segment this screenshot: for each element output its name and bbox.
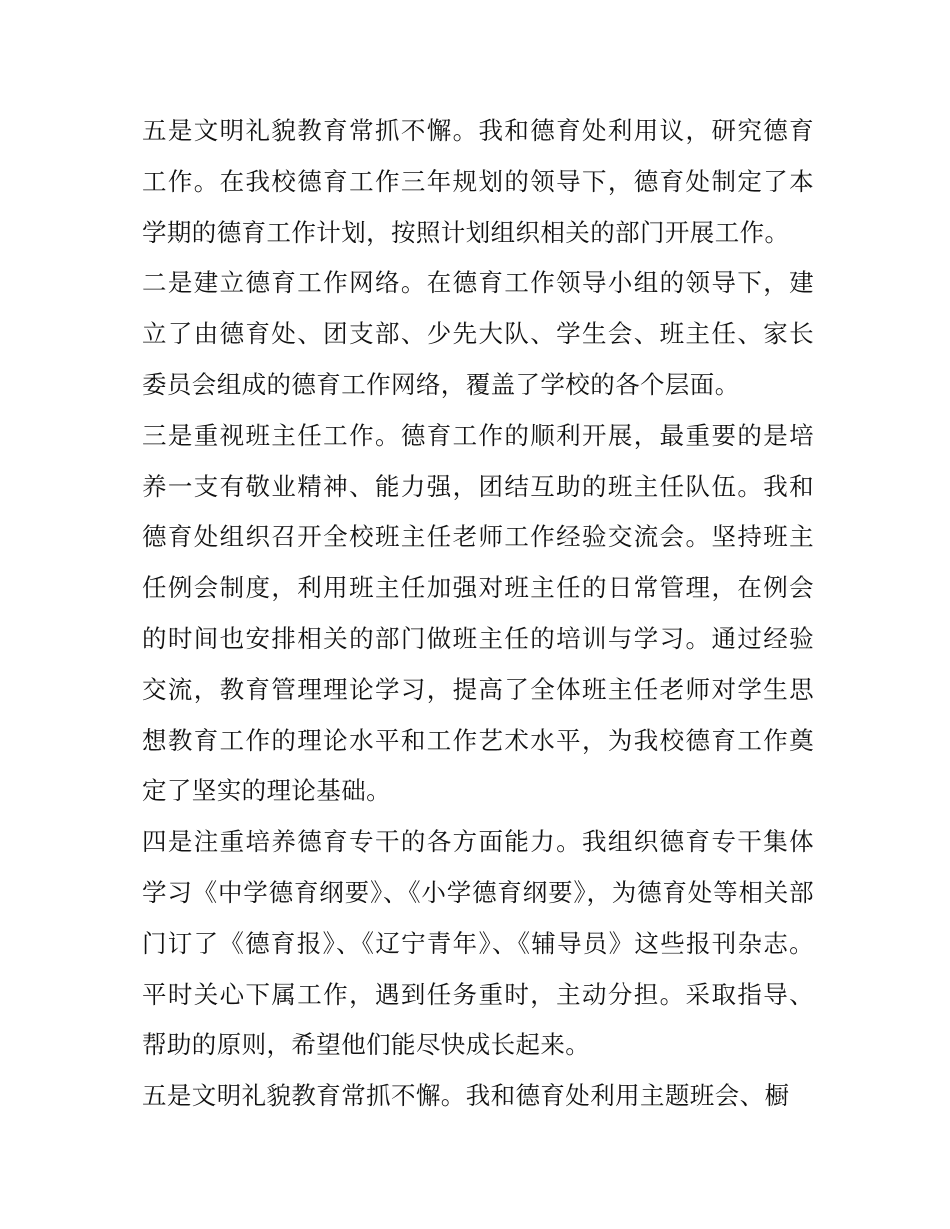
paragraph-courtesy-education-continued: 五是文明礼貌教育常抓不懈。我和德育处利用主题班会、橱 (142, 1081, 790, 1111)
paragraph-staff-training: 四是注重培养德育专干的各方面能力。我组织德育专干集体学习《中学德育纲要》、《小学德育纲要》，为德育处等相关部门订了《德育报》、《辽宁青年》、《辅导员》这些报刊杂志。平时关心下属工作，遇到任务重时，主动分担。采取指导、帮助的原则，希望他们能尽快成长起来。 (142, 827, 814, 1060)
paragraph-moral-education-network: 二是建立德育工作网络。在德育工作领导小组的领导下，建立了由德育处、团支部、少先大队、学生会、班主任、家长委员会组成的德育工作网络，覆盖了学校的各个层面。 (142, 268, 814, 399)
paragraph-courtesy-education-intro: 五是文明礼貌教育常抓不懈。我和德育处利用议，研究德育工作。在我校德育工作三年规划的领导下，德育处制定了本学期的德育工作计划，按照计划组织相关的部门开展工作。 (142, 116, 814, 247)
document-body (142, 106, 814, 1122)
paragraph-class-teacher-work: 三是重视班主任工作。德育工作的顺利开展，最重要的是培养一支有敬业精神、能力强，团结互助的班主任队伍。我和德育处组织召开全校班主任老师工作经验交流会。坚持班主任例会制度，利用班主任加强对班主任的日常管理，在例会的时间也安排相关的部门做班主任的培训与学习。通过经验交流，教育管理理论学习，提高了全体班主任老师对学生思想教育工作的理论水平和工作艺术水平，为我校德育工作奠定了坚实的理论基础。 (142, 420, 814, 806)
